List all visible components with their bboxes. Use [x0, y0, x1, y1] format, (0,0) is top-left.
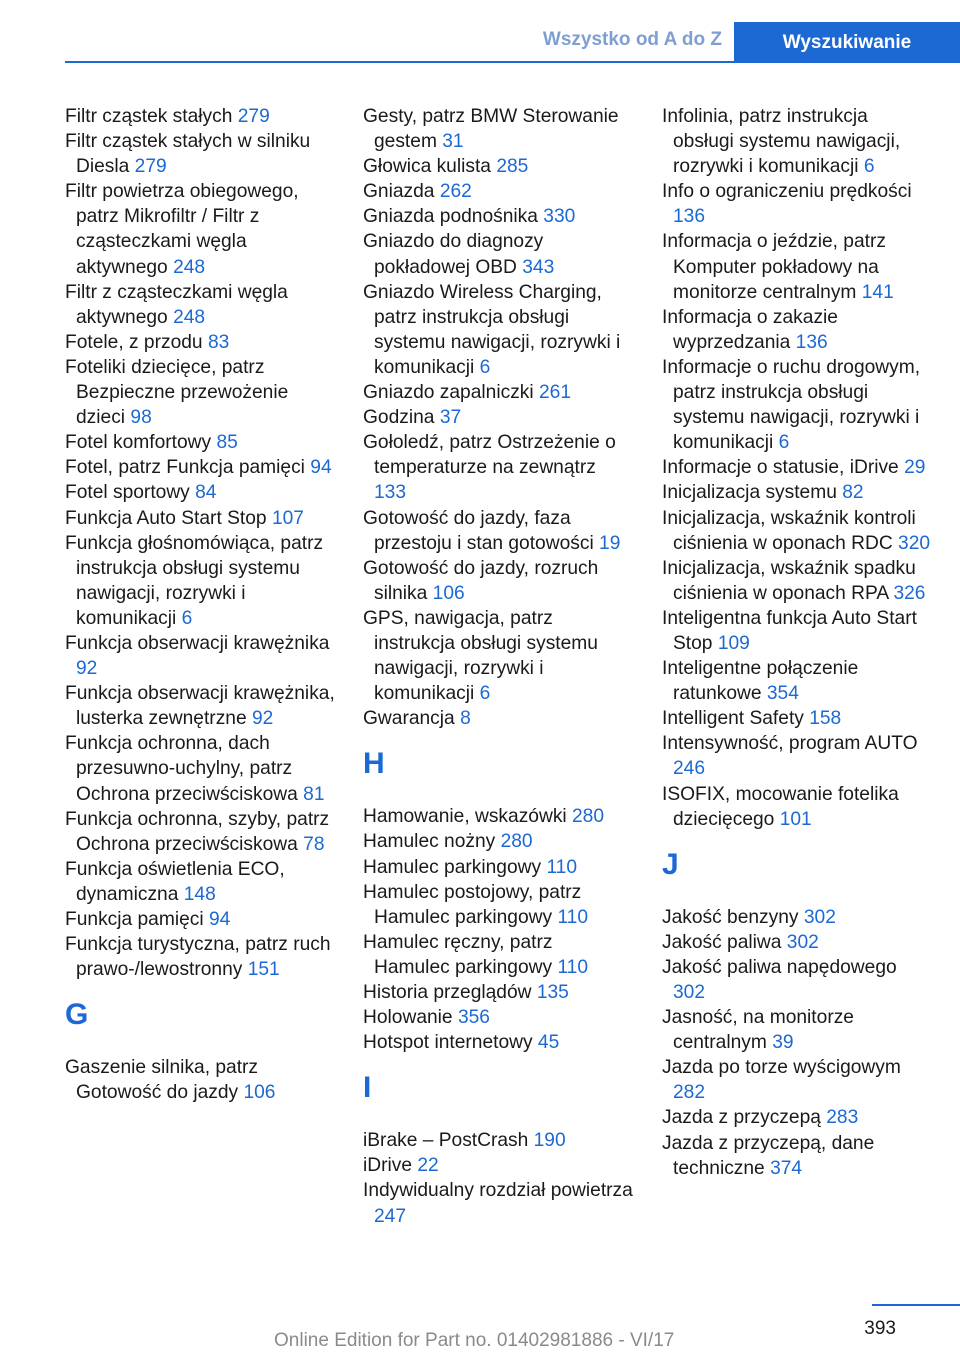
index-entry: [363, 405, 633, 430]
index-entry: [363, 804, 633, 829]
index-letter-heading: J: [662, 847, 679, 881]
page-reference-link[interactable]: 280: [500, 831, 533, 853]
page-reference-link[interactable]: 82: [842, 482, 864, 504]
entry-term: Funkcja głośnomówiąca, patrz instrukcja obsługi systemu nawigacji, rozrywki i komunikacji: [65, 532, 324, 629]
index-entry: [363, 179, 633, 204]
page-header: [65, 0, 960, 62]
index-entry: [65, 807, 335, 857]
page-reference-link[interactable]: 39: [772, 1032, 794, 1054]
page-reference-link[interactable]: 280: [572, 806, 605, 828]
page-number: 393: [864, 1318, 896, 1339]
entry-term: Funkcja obserwacji krawężnika, lusterka zewnętrzne: [65, 683, 335, 730]
page-reference-link[interactable]: 302: [786, 931, 819, 953]
entry-term: Gniazdo do diagnozy pokładowej OBD: [363, 231, 544, 278]
index-entry: [662, 1005, 932, 1055]
page-reference-link[interactable]: 83: [207, 331, 230, 353]
entry-term: Holowanie: [363, 1007, 453, 1029]
index-entry: [363, 1005, 633, 1030]
index-entry: [65, 129, 335, 179]
page-reference-link[interactable]: 283: [826, 1107, 859, 1129]
entry-term: Inteligentne połączenie ratunkowe: [662, 658, 859, 705]
page-reference-link[interactable]: 374: [770, 1157, 803, 1179]
entry-term: Jakość paliwa: [662, 931, 782, 953]
entry-term: Informacja o jeździe, patrz Komputer pokładowy na monitorze centralnym: [662, 231, 886, 303]
page-reference-link[interactable]: 92: [251, 708, 274, 730]
entry-term: Funkcja pamięci: [65, 909, 204, 930]
page-reference-link[interactable]: 29: [904, 457, 926, 479]
page-reference-link[interactable]: 148: [183, 883, 216, 905]
page-reference-link[interactable]: 31: [442, 131, 464, 153]
page-reference-link[interactable]: 158: [809, 708, 842, 730]
entry-term: Fotel komfortowy: [65, 432, 212, 454]
page-reference-link[interactable]: 110: [557, 956, 589, 978]
index-entry: [363, 829, 633, 854]
page-reference-link[interactable]: 136: [795, 331, 828, 353]
entry-term: ISOFIX, mocowanie fotelika dziecięcego: [662, 783, 899, 830]
index-entry: [662, 905, 932, 930]
entry-term: Fotel, patrz Funkcja pamięci: [65, 457, 305, 479]
page-reference-link[interactable]: 302: [673, 982, 706, 1003]
page-reference-link[interactable]: 98: [130, 407, 152, 429]
entry-term: Inicjalizacja, wskaźnik kontroli ciśnienia w oponach RDC: [662, 507, 916, 554]
entry-term: Godzina: [363, 407, 435, 429]
page-reference-link[interactable]: 6: [479, 356, 491, 378]
page-reference-link[interactable]: 6: [778, 432, 790, 454]
entry-term: GPS, nawigacja, patrz instrukcja obsługi systemu nawigacji, rozrywki i komunikacji: [363, 607, 598, 705]
index-entry: [662, 930, 932, 955]
entry-term: iDrive: [363, 1155, 413, 1177]
entry-term: Informacja o zakazie wyprzedzania: [662, 306, 838, 353]
page-reference-link[interactable]: 45: [537, 1032, 560, 1054]
page-reference-link[interactable]: 262: [439, 181, 472, 203]
page-reference-link[interactable]: 22: [417, 1155, 439, 1177]
page-reference-link[interactable]: 343: [522, 256, 555, 278]
entry-term: Infolinia, patrz instrukcja obsługi systemu nawigacji, rozrywki i komunikacji: [662, 106, 901, 178]
index-entry: [662, 229, 932, 304]
entry-term: Intensywność, program AUTO: [662, 733, 918, 755]
index-entry: [65, 681, 335, 731]
entry-term: Fotel sportowy: [65, 482, 190, 504]
index-entry: [662, 1131, 932, 1181]
page-reference-link[interactable]: 133: [374, 482, 407, 504]
page-reference-link[interactable]: 6: [181, 607, 193, 629]
index-entry: [65, 179, 335, 279]
page-reference-link[interactable]: 85: [216, 432, 238, 454]
index-entry: [65, 355, 335, 430]
index-entry: [662, 606, 932, 656]
index-entry: [363, 104, 633, 154]
index-entry: [363, 204, 633, 229]
index-entry: [65, 430, 335, 455]
page-reference-link[interactable]: 279: [237, 106, 270, 127]
edition-note: Online Edition for Part no. 01402981886 - VI/17: [274, 1330, 675, 1351]
page-reference-link[interactable]: 247: [374, 1205, 407, 1227]
entry-term: Funkcja oświetlenia ECO, dynamiczna: [65, 858, 285, 905]
page-reference-link[interactable]: 92: [76, 658, 98, 680]
entry-term: Gołoledź, patrz Ostrzeżenie o temperaturze na zewnątrz: [363, 432, 616, 479]
page-reference-link[interactable]: 106: [243, 1082, 276, 1104]
index-entry: [662, 955, 932, 1005]
page-reference-link[interactable]: 356: [457, 1007, 490, 1029]
entry-term: Hamulec ręczny, patrz Hamulec parkingowy: [363, 931, 553, 978]
index-entry: [662, 104, 932, 179]
entry-term: Filtr cząstek stałych w silniku Diesla: [65, 131, 311, 178]
entry-term: Hamulec postojowy, patrz Hamulec parkingowy: [363, 881, 582, 928]
index-entry: [662, 782, 932, 832]
index-letter-heading: I: [363, 1071, 372, 1105]
entry-term: Funkcja turystyczna, patrz ruch prawo-/lewostronny: [65, 934, 331, 981]
index-entry: [662, 1105, 932, 1130]
page-reference-link[interactable]: 81: [303, 783, 325, 805]
index-entry: [363, 280, 633, 380]
index-entry: [363, 154, 633, 179]
entry-term: Historia przeglądów: [363, 982, 532, 1003]
index-entry: [65, 1055, 335, 1105]
entry-term: Funkcja ochronna, dach przesuwno-uchylny, patrz Ochrona przeciwściskowa: [65, 733, 298, 805]
index-entry: [65, 280, 335, 330]
entry-term: Gniazda: [363, 181, 435, 203]
index-entry: [662, 355, 932, 455]
entry-term: Filtr z cząsteczkami węgla aktywnego: [65, 281, 288, 328]
index-entry: [65, 330, 335, 355]
entry-term: Funkcja ochronna, szyby, patrz Ochrona przeciwściskowa: [65, 808, 330, 855]
header-rule: [65, 61, 960, 63]
index-entry: [363, 1153, 633, 1178]
index-entry: [363, 880, 633, 930]
page-reference-link[interactable]: 6: [479, 683, 491, 705]
entry-term: Intelligent Safety: [662, 708, 804, 730]
page-reference-link[interactable]: 78: [303, 833, 325, 855]
entry-term: Jasność, na monitorze centralnym: [662, 1007, 854, 1054]
entry-term: Gniazdo zapalniczki: [363, 382, 534, 404]
entry-term: Gniazdo Wireless Charging, patrz instrukcja obsługi systemu nawigacji, rozrywki i komunikacji: [363, 281, 621, 378]
index-letter-heading: G: [65, 998, 89, 1032]
index-entry: [363, 930, 633, 980]
index-letter-heading: H: [363, 747, 385, 781]
index-entry: [363, 1128, 633, 1153]
page-reference-link[interactable]: 109: [717, 632, 750, 654]
entry-term: Fotele, z przodu: [65, 331, 203, 353]
entry-term: Jazda z przyczepą: [662, 1107, 821, 1129]
entry-term: Foteliki dziecięce, patrz Bezpieczne przewożenie dzieci: [65, 356, 289, 429]
entry-term: Inteligentna funkcja Auto Start Stop: [662, 607, 917, 654]
entry-term: Hamulec nożny: [363, 831, 496, 853]
page-reference-link[interactable]: 8: [460, 708, 471, 730]
index-entry: [662, 480, 932, 505]
index-entry: [662, 455, 932, 480]
entry-term: Filtr powietrza obiegowego, patrz Mikrofiltr / Filtr z cząsteczkami węgla aktywnego: [65, 181, 299, 278]
page-reference-link[interactable]: 94: [310, 457, 332, 479]
index-entry: [363, 556, 633, 606]
entry-term: Gotowość do jazdy, faza przestoju i stan gotowości: [363, 507, 594, 554]
tab-search[interactable]: Wyszukiwanie: [734, 22, 960, 63]
index-entry: [65, 506, 335, 531]
section-title: Wszystko od A do Z: [542, 29, 722, 50]
index-column-3: [662, 104, 932, 1181]
page-reference-link[interactable]: 320: [898, 532, 931, 554]
index-entry: [65, 907, 335, 932]
index-column-2: [363, 104, 633, 1229]
entry-term: Głowica kulista: [363, 156, 491, 178]
page-reference-link[interactable]: 110: [557, 906, 589, 928]
page-reference-link[interactable]: 261: [539, 382, 572, 404]
index-entry: [65, 104, 335, 129]
index-entry: [65, 455, 335, 480]
entry-term: Filtr cząstek stałych: [65, 106, 233, 127]
page-reference-link[interactable]: 141: [861, 281, 894, 303]
page-reference-link[interactable]: 110: [546, 856, 578, 878]
entry-term: iBrake – PostCrash: [363, 1130, 529, 1152]
index-entry: [662, 731, 932, 781]
index-entry: [363, 706, 633, 731]
page-reference-link[interactable]: 6: [863, 156, 875, 178]
index-entry: [363, 855, 633, 880]
index-entry: [65, 857, 335, 907]
index-entry: [363, 606, 633, 706]
entry-term: Gotowość do jazdy, rozruch silnika: [363, 557, 599, 604]
index-entry: [363, 380, 633, 405]
index-entry: [662, 506, 932, 556]
entry-term: Hamulec parkingowy: [363, 856, 542, 878]
page-reference-link[interactable]: 107: [271, 507, 304, 529]
page-reference-link[interactable]: 84: [195, 482, 217, 504]
entry-term: Jakość paliwa napędowego: [662, 956, 897, 978]
entry-term: Gesty, patrz BMW Sterowanie gestem: [363, 106, 619, 153]
page-reference-link[interactable]: 136: [673, 206, 706, 228]
page-reference-link[interactable]: 354: [766, 683, 799, 705]
index-entry: [65, 932, 335, 982]
index-entry: [662, 179, 932, 229]
entry-term: Info o ograniczeniu prędkości: [662, 181, 912, 203]
page-reference-link[interactable]: 94: [208, 909, 231, 930]
page-reference-link[interactable]: 135: [536, 982, 569, 1003]
page-reference-link[interactable]: 151: [247, 959, 280, 981]
entry-term: Funkcja Auto Start Stop: [65, 507, 267, 529]
index-column-1: [65, 104, 335, 1105]
index-entry: [65, 631, 335, 681]
index-entry: [662, 706, 932, 731]
index-entry: [363, 506, 633, 556]
index-entry: [363, 1030, 633, 1055]
entry-term: Jazda po torze wyścigowym: [662, 1057, 901, 1079]
index-entry: [662, 556, 932, 606]
index-entry: [363, 430, 633, 505]
page-reference-link[interactable]: 37: [439, 407, 462, 429]
index-entry: [65, 531, 335, 631]
page-reference-link[interactable]: 248: [173, 256, 206, 278]
entry-term: Jazda z przyczepą, dane techniczne: [662, 1132, 875, 1179]
page-reference-link[interactable]: 246: [673, 758, 706, 780]
index-entry: [65, 480, 335, 505]
page-reference-link[interactable]: 19: [599, 532, 621, 554]
entry-term: Inicjalizacja, wskaźnik spadku ciśnienia w oponach RPA: [662, 557, 916, 604]
entry-term: Hamowanie, wskazówki: [363, 806, 567, 828]
page-reference-link[interactable]: 302: [803, 906, 836, 928]
index-entry: [363, 229, 633, 279]
page-reference-link[interactable]: 279: [134, 156, 167, 178]
footer-rule: [872, 1304, 960, 1306]
entry-term: Indywidualny rozdział powietrza: [363, 1180, 633, 1202]
entry-term: Hotspot internetowy: [363, 1032, 533, 1054]
index-entry: [363, 980, 633, 1005]
page-reference-link[interactable]: 285: [496, 156, 529, 178]
entry-term: Funkcja obserwacji krawężnika: [65, 632, 330, 654]
entry-term: Informacje o ruchu drogowym, patrz instrukcja obsługi systemu nawigacji, rozrywki i komunikacji: [662, 356, 921, 454]
index-entry: [363, 1178, 633, 1228]
entry-term: Gniazda podnośnika: [363, 206, 538, 228]
page-reference-link[interactable]: 106: [432, 582, 465, 604]
index-entry: [662, 656, 932, 706]
entry-term: Jakość benzyny: [662, 906, 799, 928]
page-reference-link[interactable]: 282: [673, 1082, 706, 1104]
index-entry: [662, 305, 932, 355]
page-reference-link[interactable]: 330: [543, 206, 576, 228]
entry-term: Gaszenie silnika, patrz Gotowość do jazdy: [65, 1057, 259, 1104]
entry-term: Inicjalizacja systemu: [662, 482, 837, 504]
page-reference-link[interactable]: 101: [779, 808, 812, 830]
entry-term: Informacje o statusie, iDrive: [662, 457, 899, 479]
page-reference-link[interactable]: 248: [173, 306, 206, 328]
index-entry: [662, 1055, 932, 1105]
page-reference-link[interactable]: 326: [893, 582, 926, 604]
index-entry: [65, 731, 335, 806]
entry-term: Gwarancja: [363, 708, 455, 730]
page-reference-link[interactable]: 190: [533, 1130, 566, 1152]
